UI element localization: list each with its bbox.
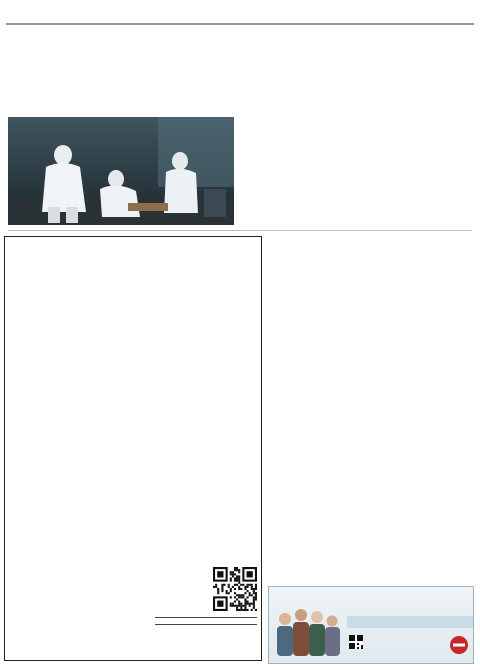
- second-story-column-2: [320, 348, 368, 350]
- portal-advertisement[interactable]: [268, 586, 474, 664]
- second-story-column-3: [372, 348, 420, 350]
- qr-code-icon: [213, 567, 257, 611]
- lead-story-column-2: [318, 118, 392, 120]
- second-story-column-4: [424, 348, 472, 350]
- lead-story-column-1: [240, 118, 314, 120]
- ad-band: [347, 616, 473, 628]
- people-group-illustration: [271, 601, 345, 663]
- forensic-investigators-photo: [8, 117, 234, 225]
- remate-notice-box: [4, 236, 262, 661]
- lead-story-photo: [8, 117, 234, 225]
- page-header: [6, 5, 474, 25]
- section-divider: [8, 230, 472, 231]
- no-entry-sign-icon: [449, 635, 469, 655]
- signature-lines: [155, 617, 257, 631]
- second-story-column-1: [268, 348, 316, 350]
- qr-code-icon: [349, 635, 363, 649]
- lead-story-column-3: [397, 118, 472, 120]
